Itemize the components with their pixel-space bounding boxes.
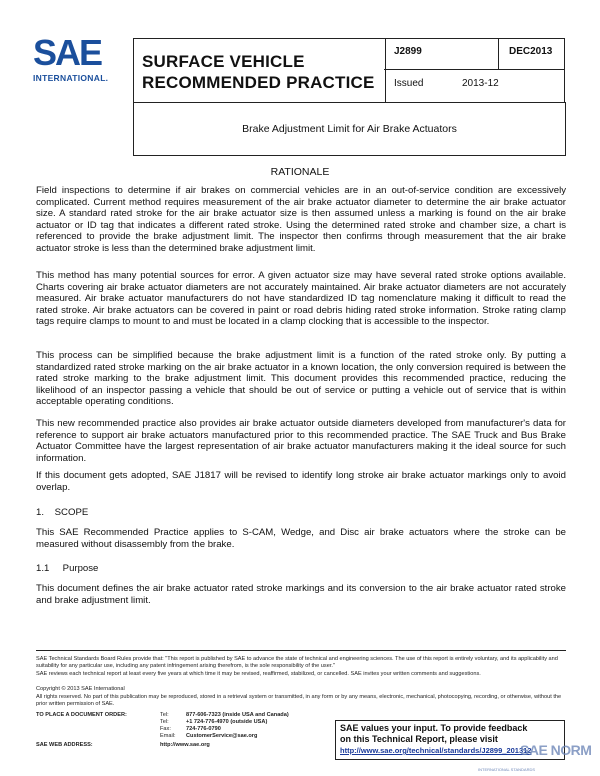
- logo-mark: SAE: [33, 32, 102, 73]
- tel-value: 877-606-7323 (inside USA and Canada): [186, 712, 289, 718]
- email-label: Email:: [160, 733, 176, 739]
- document-date: DEC2013: [509, 46, 553, 57]
- section-heading-purpose: 1.1 Purpose: [36, 563, 99, 574]
- footer-copyright: Copyright © 2013 SAE International: [36, 686, 125, 692]
- issued-label: Issued: [394, 78, 424, 89]
- footer-rights: All rights reserved. No part of this publication may be reproduced, stored in a retrieval system or transmitted, in any form or by any means, electronic, mechanical, photocopying, recording, or otherwise, without the prior written permission of SAE.: [36, 694, 562, 707]
- rationale-heading: RATIONALE: [270, 166, 330, 178]
- footer-divider: [36, 650, 566, 651]
- paragraph: If this document gets adopted, SAE J1817 will be revised to identify long stroke air brake actuator markings only to avoid overlap.: [36, 470, 566, 493]
- fax-value: 724-776-0790: [186, 726, 221, 732]
- email-value[interactable]: CustomerService@sae.org: [186, 733, 258, 739]
- document-number: J2899: [394, 46, 422, 57]
- footer-review: SAE reviews each technical report at least every five years at which time it may be revised, reaffirmed, stabilized, or cancelled. SAE invites your written comments and suggestions.: [36, 671, 481, 677]
- tel2-label: Tel:: [160, 719, 169, 725]
- web-label: SAE WEB ADDRESS:: [36, 742, 93, 748]
- title-line-1: SURFACE VEHICLE: [142, 52, 305, 71]
- tel-label: Tel:: [160, 712, 169, 718]
- paragraph: This method has many potential sources for error. A given actuator size may have several rated stroke options available. Charts covering air brake actuator diameters are not accurately maintained. Air brake actuator diameters are not accurately measured. Air brake actuator manufacturers do not have standardized ID tag nomenclature making it difficult to read the rated stroke. Air brake actuators can be covered in paint or road debris hiding rated stroke information. Stroke rating clamp tags require clamps to mount to and must be located in a clamp clocking that is accessible to the inspector.: [36, 270, 566, 328]
- paragraph: This new recommended practice also provides air brake actuator outside diameters developed from manufacturer's data for reference to support air brake actuators manufactured prior to this recommended practice. The SAE Truck and Bus Brake Actuator Committee have the largest representation of air brake actuator manufacturers making it the ideal source for such information.: [36, 418, 566, 464]
- divider: [384, 69, 564, 70]
- document-subtitle: Brake Adjustment Limit for Air Brake Actuators: [133, 102, 566, 156]
- footer-rules: SAE Technical Standards Board Rules provide that: "This report is published by SAE to advance the state of technical and engineering sciences. The use of this report is entirely voluntary, and its applicability and suitability for any particular use, including any patent infringement arising therefrom, is the sole responsibility of the user.": [36, 656, 558, 669]
- purpose-text: This document defines the air brake actuator rated stroke markings and its conversion to the air brake actuator rated stroke and brake adjustment limit.: [36, 583, 566, 606]
- title-line-2: RECOMMENDED PRACTICE: [142, 73, 375, 92]
- watermark-text: SAE NORM: [520, 742, 592, 758]
- watermark-subtext: INTERNATIONAL STANDARDS: [478, 767, 536, 772]
- paragraph: Field inspections to determine if air brakes on commercial vehicles are in an out-of-service condition are excessively complicated. Current method requires measurement of the air brake actuator diameter to determine the air brake actuator size. A standard rated stroke for the air brake actuator size is then assumed unless a marking is found on the air brake actuator or ID tag that indicates a different rated stroke. Using the determined rated stroke and chamber size, a chart is referenced to provide the brake adjustment limit. The inspector then confirms through measurement that the air brake actuator stroke is less than the determined brake adjustment limit.: [36, 185, 566, 254]
- sae-logo: [33, 32, 113, 87]
- fax-label: Fax:: [160, 726, 171, 732]
- web-link[interactable]: http://www.sae.org: [160, 742, 210, 748]
- scope-text: This SAE Recommended Practice applies to S-CAM, Wedge, and Disc air brake actuators where the stroke can be measured without disassembly from the brake.: [36, 527, 566, 550]
- feedback-line-2: on this Technical Report, please visit: [340, 734, 498, 744]
- document-type-title: [133, 38, 386, 103]
- feedback-link[interactable]: http://www.sae.org/technical/standards/J2899_201312: [340, 746, 532, 755]
- tel2-value: +1 724-776-4970 (outside USA): [186, 719, 268, 725]
- section-heading-scope: 1. SCOPE: [36, 507, 89, 518]
- logo-subtext: INTERNATIONAL.: [33, 73, 109, 83]
- feedback-line-1: SAE values your input. To provide feedback: [340, 723, 528, 733]
- order-label: TO PLACE A DOCUMENT ORDER:: [36, 712, 127, 718]
- paragraph: This process can be simplified because the brake adjustment limit is a function of the rated stroke only. By putting a standardized rated stroke marking on the air brake actuator in a known location, the only conversion required is between the rated stroke marking to the brake adjustment limit. This document provides this recommended practice, reducing the likelihood of an inspector passing a vehicle that should be out of service or putting a vehicle out of service that is within acceptable operating conditions.: [36, 350, 566, 408]
- issued-value: 2013-12: [462, 78, 499, 89]
- divider: [498, 38, 499, 69]
